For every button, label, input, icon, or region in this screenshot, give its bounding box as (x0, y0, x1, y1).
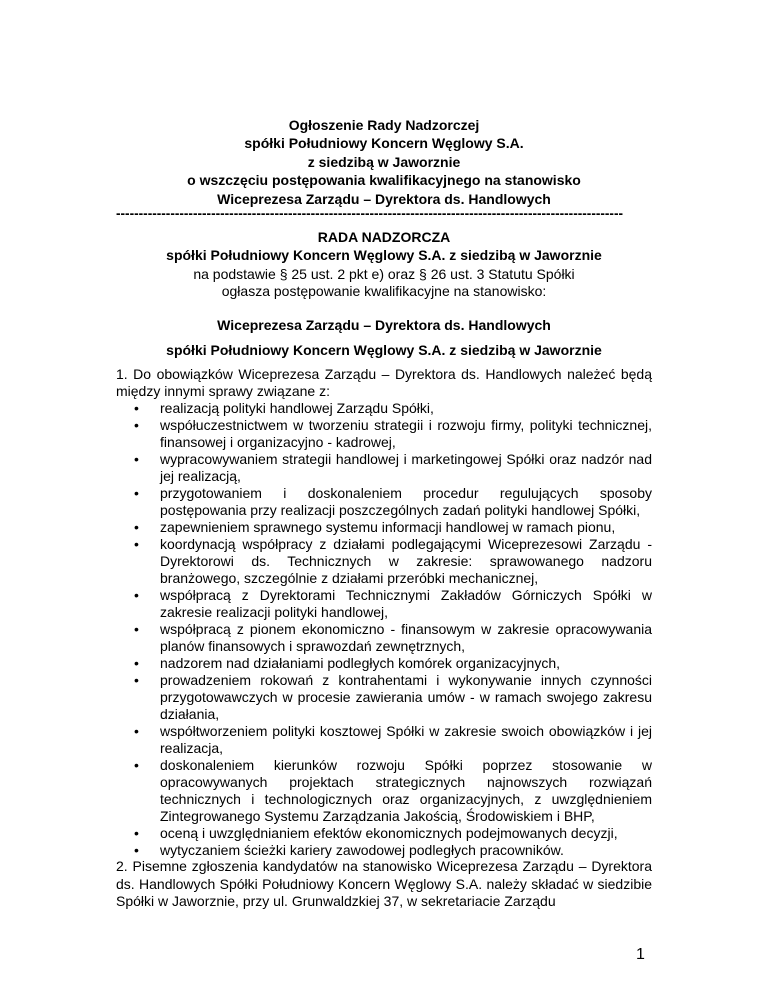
list-item: • koordynacją współpracy z działami podlegającymi Wiceprezesowi Zarządu - Dyrektorowi ds. Technicznych w zakresie: sprawowanego nadzoru branżowego, szczególnie z działami przeróbki mechanicznej, (134, 536, 652, 586)
board-heading (116, 228, 652, 264)
bullet-icon: • (134, 451, 139, 467)
board-subtitle: spółki Południowy Koncern Węglowy S.A. z siedzibą w Jaworznie (166, 247, 602, 263)
legal-basis-line-2: ogłasza postępowanie kwalifikacyjne na stanowisko: (221, 283, 547, 299)
list-item: • prowadzeniem rokowań z kontrahentami i wykonywanie innych czynności przygotowawczych w procesie zawierania umów - w ramach swojego zakresu działania, (134, 672, 652, 722)
list-item: • oceną i uwzględnianiem efektów ekonomicznych podejmowanych decyzji, (134, 825, 618, 841)
legal-basis (116, 266, 652, 300)
section-2-text: 2. Pisemne zgłoszenia kandydatów na stanowisko Wiceprezesa Zarządu – Dyrektora ds. Handlowych Spółki Południowy Koncern Węglowy S.A. należy składać w siedzibie Spółki w Jaworznie, przy ul. Grunwaldzkiej 37, w sekretariacie Zarządu (116, 858, 652, 909)
duties-list (116, 400, 652, 859)
list-item: • nadzorem nad działaniami podległych komórek organizacyjnych, (134, 655, 560, 671)
separator-line: ---------------------------------------------------------------------------------------------------------------- (116, 206, 624, 221)
bullet-icon: • (134, 587, 139, 603)
bullet-icon: • (134, 672, 139, 688)
header-line-1: Ogłoszenie Rady Nadzorczej (288, 117, 480, 133)
list-item: • zapewnieniem sprawnego systemu informacji handlowej w ramach pionu, (134, 519, 616, 535)
header-line-5: Wiceprezesa Zarządu – Dyrektora ds. Handlowych (217, 190, 551, 207)
header-line-3: z siedzibą w Jaworznie (307, 153, 461, 170)
list-item: • współuczestnictwem w tworzeniu strategii i rozwoju firmy, polityki technicznej, finansowej i organizacyjno - kadrowej, (134, 417, 652, 450)
legal-basis-line-1: na podstawie § 25 ust. 2 pkt e) oraz § 26 ust. 3 Statutu Spółki (193, 266, 575, 282)
list-item: • realizacją polityki handlowej Zarządu Spółki, (134, 400, 434, 416)
bullet-icon: • (134, 417, 139, 433)
list-item: • wypracowywaniem strategii handlowej i marketingowej Spółki oraz nadzór nad jej realizacją, (134, 451, 652, 484)
announcement-header (120, 116, 648, 208)
list-item: • doskonaleniem kierunków rozwoju Spółki poprzez stosowanie w opracowywanych projektach strategicznych najnowszych rozwiązań technicznych i technologicznych oraz organizacyjnych, z uwzględnieniem Zintegrowanego Systemu Zarządzania Jakością, Środowiskiem i BHP, (134, 757, 652, 824)
page-number: 1 (636, 946, 645, 963)
bullet-icon: • (134, 655, 139, 671)
bullet-icon: • (134, 842, 139, 858)
bullet-icon: • (134, 400, 139, 416)
bullet-icon: • (134, 621, 139, 637)
position-title: Wiceprezesa Zarządu – Dyrektora ds. Handlowych (217, 317, 551, 333)
list-item: • przygotowaniem i doskonaleniem procedur regulujących sposoby postępowania przy realizacji poszczególnych zadań polityki handlowej Spółki, (134, 485, 652, 518)
header-line-2: spółki Południowy Koncern Węglowy S.A. (244, 135, 524, 152)
list-item: • współpracą z Dyrektorami Technicznymi Zakładów Górniczych Spółki w zakresie realizacji polityki handlowej, (134, 587, 652, 620)
position-company: spółki Południowy Koncern Węglowy S.A. z siedzibą w Jaworznie (166, 342, 602, 358)
board-title: RADA NADZORCZA (317, 229, 451, 245)
list-item: • wytyczaniem ścieżki kariery zawodowej podległych pracowników. (134, 842, 564, 858)
bullet-icon: • (134, 825, 139, 841)
bullet-icon: • (134, 536, 139, 552)
bullet-icon: • (134, 519, 139, 535)
bullet-icon: • (134, 723, 139, 739)
bullet-icon: • (134, 757, 139, 773)
list-item: • współpracą z pionem ekonomiczno - finansowym w zakresie opracowywania planów finansowych i sprawozdań zewnętrznych, (134, 621, 652, 654)
section-1-intro: 1. Do obowiązków Wiceprezesa Zarządu – Dyrektora ds. Handlowych należeć będą między innymi sprawy związane z: (116, 366, 652, 399)
header-line-4: o wszczęciu postępowania kwalifikacyjnego na stanowisko (187, 172, 581, 189)
list-item: • współtworzeniem polityki kosztowej Spółki w zakresie swoich obowiązków i jej realizacja, (134, 723, 652, 756)
bullet-icon: • (134, 485, 139, 501)
